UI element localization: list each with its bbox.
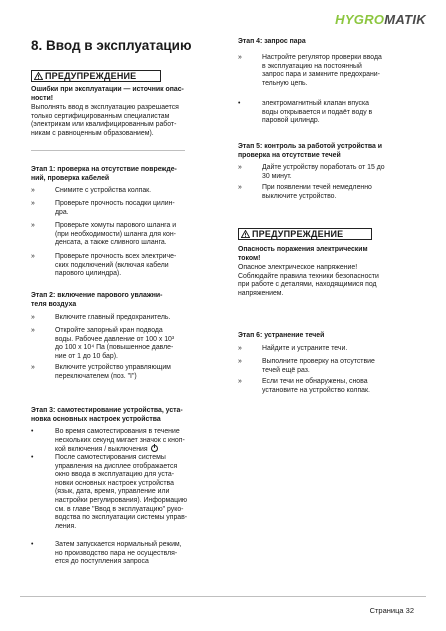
list-item-text — [262, 100, 422, 126]
text-line: в эксплуатацию на постоянный — [262, 62, 362, 70]
list-marker: » — [238, 345, 242, 352]
text-line: воды. Рабочее давление от 100 x 10³ — [55, 335, 175, 343]
text-line: Затем запускается нормальный режим, — [55, 541, 182, 548]
list-marker: » — [31, 364, 35, 371]
list-item-text — [262, 345, 422, 354]
section-heading: 8. Ввод в эксплуатацию — [31, 38, 192, 53]
text-line: водства по эксплуатации системы управ- — [55, 514, 188, 522]
text-line: Проверьте прочность посадки цилин- — [55, 200, 175, 207]
text-line: течей ещё раз. — [262, 366, 310, 374]
text-line: выключите устройство. — [262, 192, 337, 200]
text-line: (язык, дата, время, управление или — [55, 488, 170, 496]
list-item-text — [55, 253, 213, 279]
warning2-title: Опасность поражения электрическим током! — [238, 246, 368, 262]
list-item-text — [55, 364, 213, 381]
step2-title: Этап 2: включение парового увлажни- теля воздуха — [31, 292, 163, 308]
list-marker: » — [238, 54, 242, 61]
hygromatik-logo: HYGROMATIK — [335, 12, 426, 27]
text-line: электромагнитный клапан впуска — [262, 100, 369, 107]
text-line: до 100 x 10⁴ Па (повышенное давле- — [55, 344, 174, 352]
text-line: воды открывается и подаёт воду в — [262, 108, 373, 116]
list-marker: • — [238, 100, 241, 107]
text-line: Откройте запорный кран подвода — [55, 327, 163, 334]
divider — [31, 150, 185, 151]
step3-title: Этап 3: самотестирование устройства, уста- новка основных настроек устройства — [31, 407, 183, 423]
text-line: денсата, а также сливного шланга. — [55, 239, 167, 247]
text-line: тельную цепь. — [262, 79, 308, 87]
list-item-text — [55, 327, 213, 361]
step4-title: Этап 4: запрос пара — [238, 38, 306, 45]
list-marker: » — [31, 327, 35, 334]
text-line: переключателем (поз. "I") — [55, 372, 137, 380]
list-marker: » — [238, 184, 242, 191]
list-marker: » — [238, 164, 242, 171]
text-line: ется до поступления запроса — [55, 558, 149, 566]
list-marker: » — [31, 314, 35, 321]
text-line: нескольких секунд мигает значок с кноп- — [55, 436, 185, 444]
text-line: кой включения / выключения — [55, 446, 148, 454]
text-line: управления на дисплее отображается — [55, 462, 178, 470]
text-line: Снимите с устройства колпак. — [55, 187, 152, 194]
text-line: новки основных настроек устройства — [55, 479, 174, 487]
step1-title: Этап 1: проверка на отсутствие поврежде- ний, проверка кабелей — [31, 166, 177, 182]
text-line: ских подключений (включая кабели — [55, 261, 169, 269]
warning-box-electric — [238, 228, 372, 240]
text-line: При появлении течей немедленно — [262, 184, 372, 191]
list-marker: » — [31, 222, 35, 229]
list-item-text — [55, 428, 213, 455]
warning-icon — [34, 72, 43, 80]
text-line: парового цилиндра). — [55, 270, 122, 278]
list-marker: » — [31, 187, 35, 194]
list-item-text — [55, 454, 213, 531]
list-marker: » — [238, 378, 242, 385]
warning-body: Выполнять ввод в эксплуатацию разрешается только сертифицированным специалистам (электрикам или квалифицированным работ- никам с равноценным образованием). — [31, 104, 179, 137]
text-line: установите на устройство колпак. — [262, 386, 370, 394]
list-item-text — [55, 314, 213, 323]
list-item-text — [262, 378, 422, 395]
list-item-text — [262, 54, 422, 88]
text-line: паровой цилиндр. — [262, 117, 320, 125]
text-line: ние от 1 до 10 бар). — [55, 352, 118, 360]
list-marker: • — [31, 428, 34, 435]
warning2-body: Опасное электрическое напряжение! Соблюдайте правила техники безопасности при работе с деталями, находящимися под напряжением. — [238, 264, 379, 297]
text-line: но производство пара не осуществля- — [55, 549, 178, 557]
text-line: см. в главе "Ввод в эксплуатацию" руко- — [55, 505, 184, 513]
list-item-text — [55, 541, 213, 567]
warning-title: Ошибки при эксплуатации — источник опас- ности! — [31, 86, 184, 102]
text-line: Проверьте хомуты парового шланга и — [55, 222, 177, 229]
text-line: Найдите и устраните течи. — [262, 345, 348, 352]
warning-icon — [241, 230, 250, 238]
text-line: запрос пара и замкните предохрани- — [262, 71, 380, 79]
text-line: Включите устройство управляющим — [55, 364, 171, 371]
list-item-text — [262, 164, 422, 181]
text-line: Дайте устройству поработать от 15 до — [262, 164, 385, 171]
text-line: Проверьте прочность всех электриче- — [55, 253, 177, 260]
list-item-text — [55, 187, 213, 196]
text-line: Настройте регулятор проверки ввода — [262, 54, 382, 61]
step6-title: Этап 6: устранение течей — [238, 332, 325, 339]
text-line: настройки регулирования). Информацию — [55, 496, 188, 504]
text-line: Если течи не обнаружены, снова — [262, 378, 368, 385]
list-item-text — [262, 184, 422, 201]
text-line: Включите главный предохранитель. — [55, 314, 171, 321]
list-marker: » — [238, 358, 242, 365]
text-line: Во время самотестирования в течение — [55, 428, 180, 435]
list-marker: • — [31, 541, 34, 548]
list-marker: » — [31, 253, 35, 260]
list-item-text — [262, 358, 422, 375]
list-marker: • — [31, 454, 34, 461]
text-line: ления. — [55, 522, 77, 530]
text-line: Выполните проверку на отсутствие — [262, 358, 375, 365]
warning-box — [31, 70, 161, 82]
text-line: 30 минут. — [262, 172, 292, 180]
text-line: После самотестирования системы — [55, 454, 166, 461]
text-line: окно ввода в эксплуатацию для уста- — [55, 471, 175, 479]
page-number: Страница 32 — [369, 606, 414, 615]
list-marker: » — [31, 200, 35, 207]
warning-label: ПРЕДУПРЕЖДЕНИЕ — [45, 71, 137, 81]
list-item-text — [55, 200, 213, 217]
text-line: (при необходимости) шланга для кон- — [55, 230, 176, 238]
footer-divider — [20, 596, 426, 597]
text-line: дра. — [55, 208, 69, 216]
warning-label: ПРЕДУПРЕЖДЕНИЕ — [252, 229, 344, 239]
list-item-text — [55, 222, 213, 248]
power-icon — [151, 445, 158, 452]
step5-title: Этап 5: контроль за работой устройства и проверка на отсутствие течей — [238, 143, 383, 159]
